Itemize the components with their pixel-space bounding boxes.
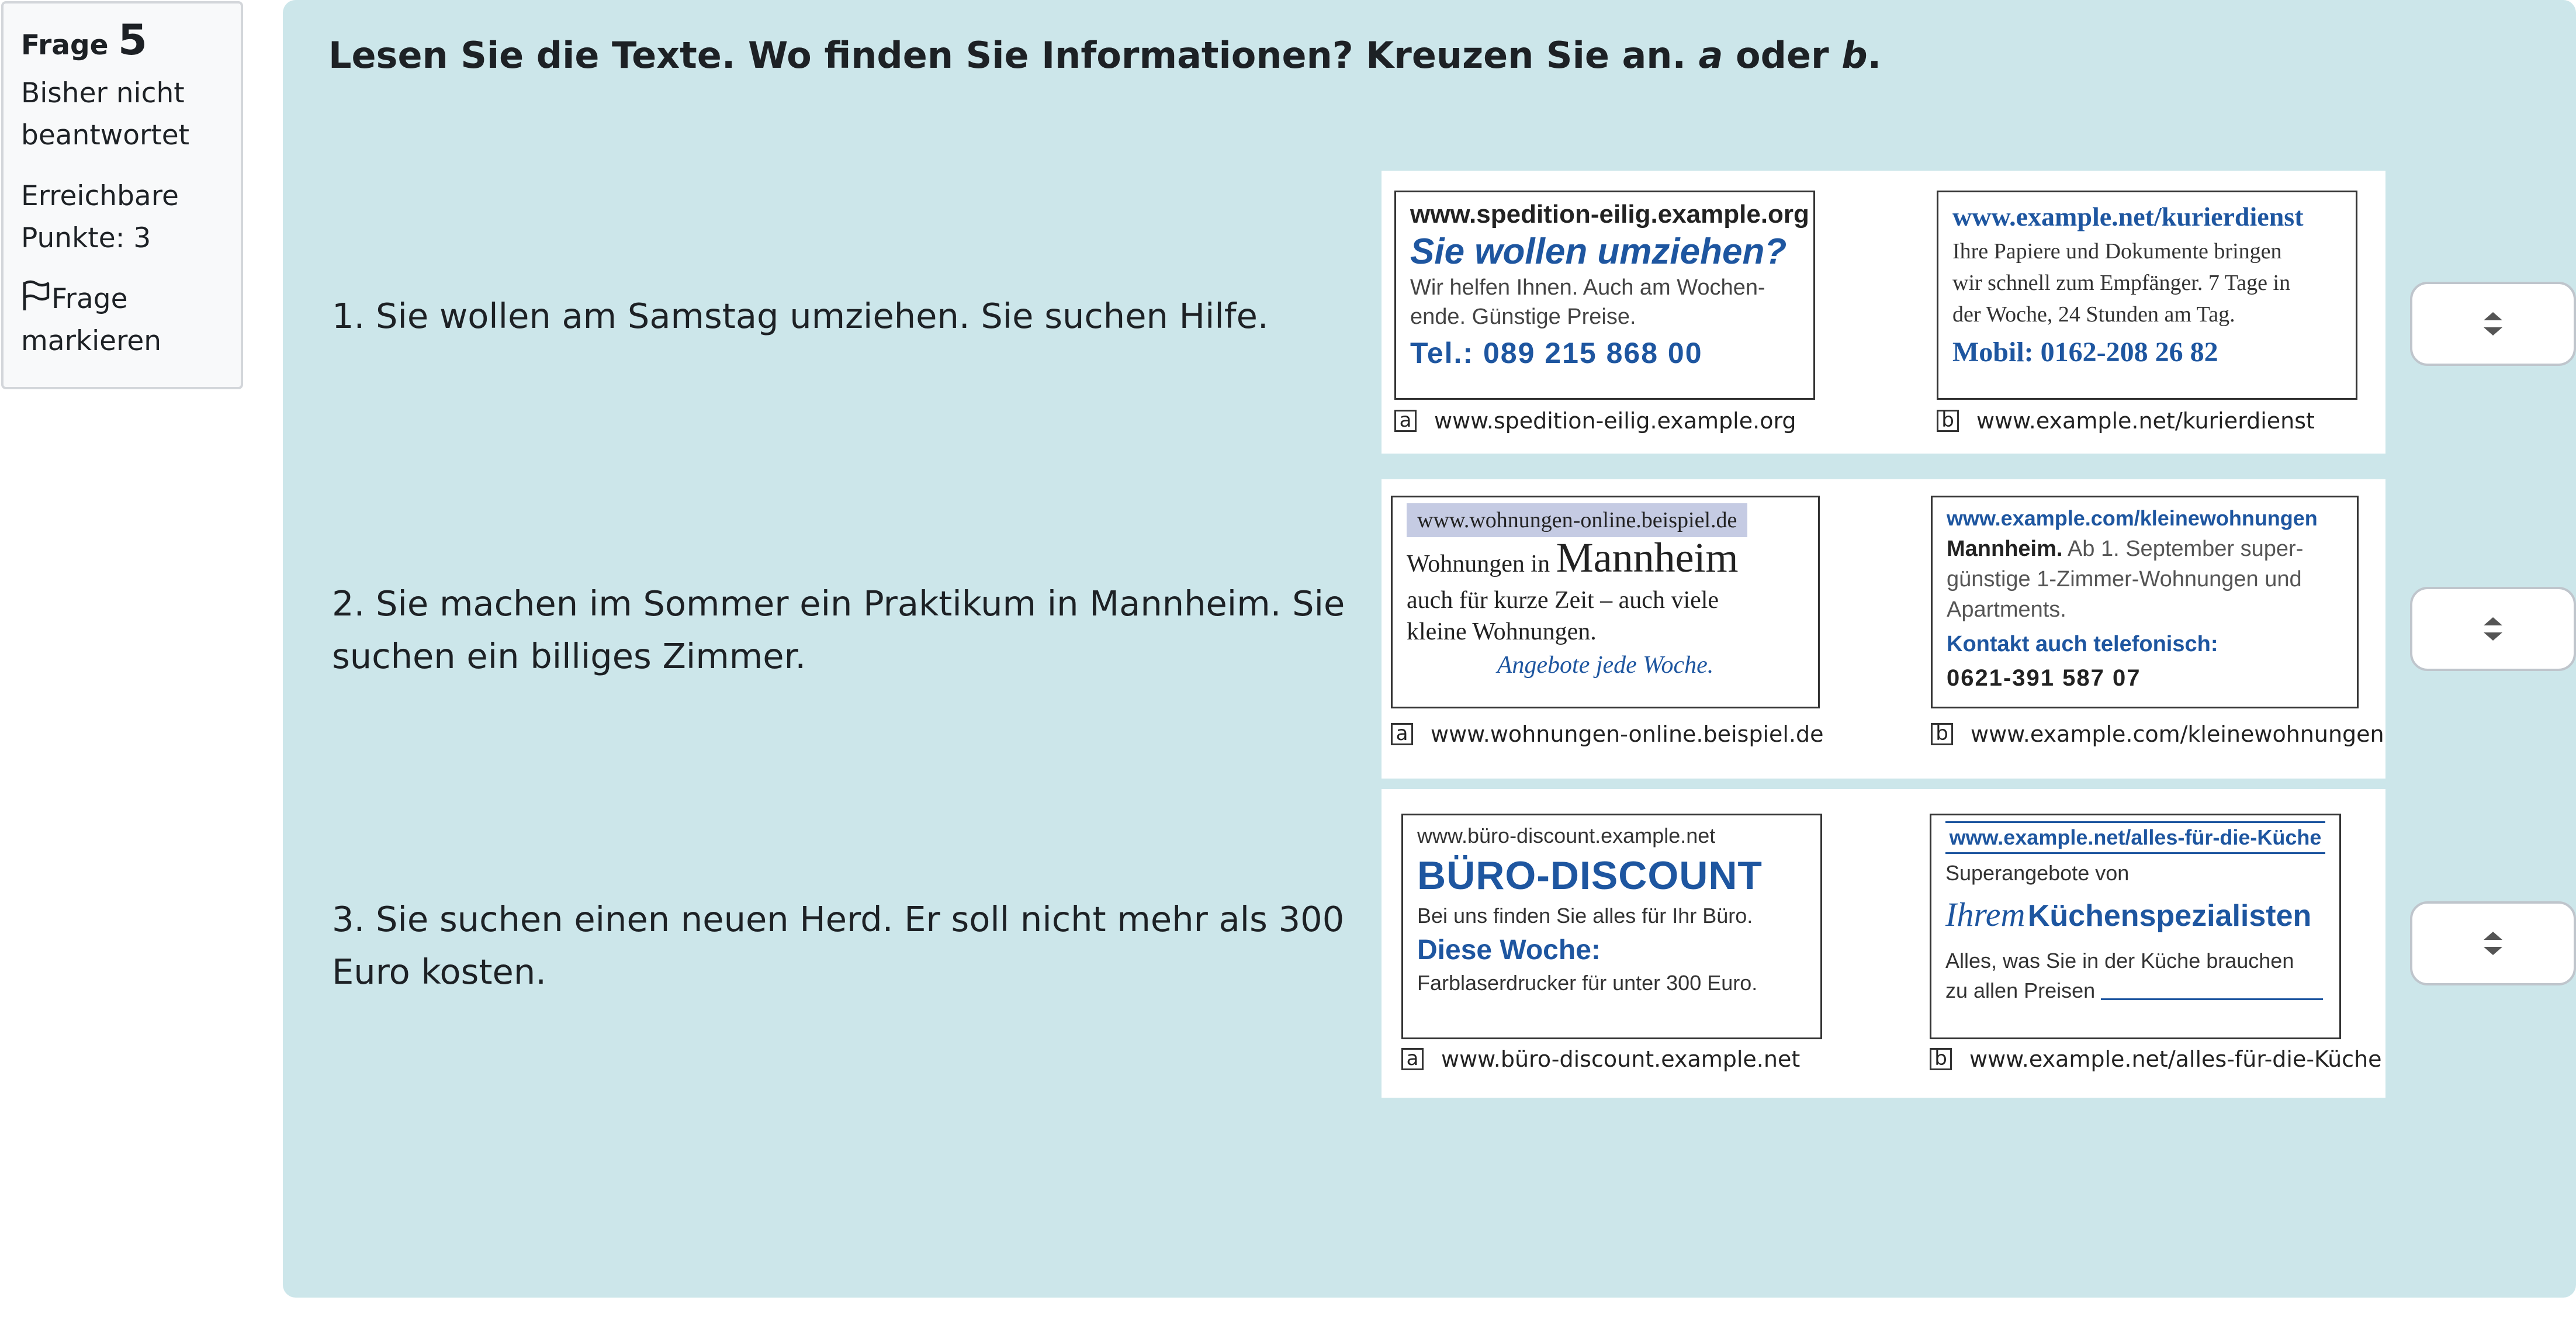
- ad-2b-city: Mannheim.: [1947, 537, 2063, 561]
- question-2-ads: [1382, 479, 2385, 779]
- max-points: [21, 175, 223, 260]
- option-letter-b: b: [1937, 410, 1959, 432]
- ad-2a-line3: kleine Wohnungen.: [1407, 618, 1597, 645]
- instruction-text: [328, 29, 1881, 82]
- flag-question-label[interactable]: Frage: [51, 283, 128, 315]
- ad-3b-url: www.example.net/alles-für-die-Küche: [1945, 821, 2325, 854]
- flag-question-link[interactable]: [21, 278, 223, 362]
- ad-3a-brand: BÜRO-DISCOUNT: [1417, 853, 1763, 898]
- ad-2b-body2: günstige 1-Zimmer-Wohnungen und: [1947, 567, 2302, 592]
- question-number: 5: [117, 15, 147, 64]
- ad-2a-tagline: Angebote jede Woche.: [1497, 652, 1714, 679]
- ad-2a: [1391, 496, 1820, 708]
- ad-1a-url: www.spedition-eilig.example.org: [1410, 200, 1809, 229]
- question-content: [283, 0, 2576, 1298]
- sort-arrows-icon: [2481, 310, 2505, 338]
- answer-status-line1: Bisher nicht: [21, 77, 185, 109]
- ad-3b-line3: [1945, 976, 2325, 1005]
- instruction-option-a: a: [1698, 34, 1723, 77]
- option-letter-a: a: [1391, 723, 1413, 745]
- question-info-panel: [1, 1, 243, 389]
- flag-icon: [21, 280, 51, 312]
- ad-2a-city: Mannheim: [1556, 534, 1739, 581]
- ad-1b-url: www.example.net/kurierdienst: [1952, 202, 2304, 231]
- question-3-ads: [1382, 789, 2385, 1098]
- ad-1b-phone: Mobil: 0162-208 26 82: [1952, 337, 2218, 368]
- ad-1b-body2: wir schnell zum Empfänger. 7 Tage in: [1952, 271, 2291, 295]
- ad-3b-body2: Alles, was Sie in der Küche brauchen: [1945, 949, 2294, 973]
- ad-2b-phone: 0621-391 587 07: [1947, 665, 2141, 691]
- ad-3b-underline: [2101, 998, 2323, 1000]
- ad-1b-body3: der Woche, 24 Stunden am Tag.: [1952, 302, 2235, 327]
- answer-select-2[interactable]: [2410, 587, 2576, 671]
- ad-1a: [1394, 191, 1815, 400]
- answer-select-3[interactable]: [2410, 901, 2576, 985]
- ad-3a: [1401, 814, 1822, 1039]
- ad-2a-line1: [1407, 534, 1804, 585]
- ad-3a-label: [1401, 1046, 1800, 1072]
- ad-1a-caption: www.spedition-eilig.example.org: [1434, 408, 1796, 434]
- question-3-text: 3. Sie suchen einen neuen Herd. Er soll nicht mehr als 300 Euro kosten.: [332, 899, 1345, 992]
- ad-2b-body3: Apartments.: [1947, 597, 2066, 622]
- answer-select-1[interactable]: [2410, 282, 2576, 366]
- question-1-text: 1. Sie wollen am Samstag umziehen. Sie suchen Hilfe.: [332, 296, 1269, 336]
- ad-1b: [1937, 191, 2357, 400]
- ad-2a-url: www.wohnungen-online.beispiel.de: [1407, 503, 1747, 537]
- flag-question-line1[interactable]: [21, 278, 223, 320]
- ad-2b-label: [1931, 721, 2384, 747]
- ad-2b-contact: Kontakt auch telefonisch:: [1947, 632, 2218, 656]
- answer-status-line2: beantwortet: [21, 119, 190, 151]
- ad-2b-body1: Ab 1. September super-: [2062, 537, 2304, 561]
- ad-2a-line2: auch für kurze Zeit – auch viele: [1407, 587, 1719, 614]
- ad-1b-caption: www.example.net/kurierdienst: [1976, 408, 2315, 434]
- ad-3b-title: [1945, 893, 2325, 946]
- instruction-suffix: .: [1867, 34, 1882, 77]
- ad-3b-label: [1930, 1046, 2382, 1072]
- ad-1a-phone: Tel.: 089 215 868 00: [1410, 337, 1703, 369]
- instruction-mid: oder: [1723, 34, 1842, 77]
- option-letter-a: a: [1394, 410, 1417, 432]
- sort-arrows-icon: [2481, 615, 2505, 643]
- max-points-line1: Erreichbare: [21, 180, 179, 212]
- ad-3b-brand: Küchenspezialisten: [2027, 899, 2312, 933]
- ad-3a-body1: Bei uns finden Sie alles für Ihr Büro.: [1417, 904, 1753, 928]
- question-heading: [21, 16, 223, 69]
- flag-question-line2[interactable]: markieren: [21, 325, 162, 357]
- ad-3b-body1: Superangebote von: [1945, 861, 2130, 885]
- question-1-ads: [1382, 171, 2385, 454]
- ad-2a-label: [1391, 721, 1824, 747]
- ad-2b-line1: [1947, 534, 2343, 564]
- ad-3b-script: Ihrem: [1945, 895, 2026, 933]
- ad-3b: [1930, 814, 2341, 1039]
- ad-2b-url: www.example.com/kleinewohnungen: [1947, 506, 2318, 530]
- ad-1a-label: [1394, 408, 1796, 434]
- ad-3a-week: Diese Woche:: [1417, 935, 1601, 966]
- option-letter-a: a: [1401, 1048, 1424, 1070]
- option-letter-b: b: [1931, 723, 1953, 745]
- ad-1a-body1: Wir helfen Ihnen. Auch am Wochen-: [1410, 275, 1765, 300]
- ad-3a-body2: Farblaserdrucker für unter 300 Euro.: [1417, 971, 1758, 995]
- ad-3a-url: www.büro-discount.example.net: [1417, 824, 1716, 848]
- sort-arrows-icon: [2481, 929, 2505, 957]
- instruction-option-b: b: [1841, 34, 1868, 77]
- question-2-text: 2. Sie machen im Sommer ein Praktikum in Mannheim. Sie suchen ein billiges Zimmer.: [332, 583, 1345, 676]
- ad-3b-body3: zu allen Preisen: [1945, 978, 2096, 1002]
- max-points-line2: Punkte: 3: [21, 222, 151, 254]
- ad-2a-line1-prefix: Wohnungen in: [1407, 551, 1556, 577]
- ad-1a-body2: ende. Günstige Preise.: [1410, 305, 1636, 329]
- ad-1b-body1: Ihre Papiere und Dokumente bringen: [1952, 239, 2282, 264]
- ad-1a-headline: Sie wollen umziehen?: [1410, 231, 1787, 272]
- option-letter-b: b: [1930, 1048, 1952, 1070]
- ad-3b-caption: www.example.net/alles-für-die-Küche: [1969, 1046, 2382, 1072]
- instruction-prefix: Lesen Sie die Texte. Wo finden Sie Informationen? Kreuzen Sie an.: [328, 34, 1699, 77]
- ad-1b-label: [1937, 408, 2315, 434]
- answer-status: [21, 72, 223, 157]
- question-label: Frage: [21, 29, 109, 61]
- ad-2a-caption: www.wohnungen-online.beispiel.de: [1431, 721, 1824, 747]
- ad-2b-caption: www.example.com/kleinewohnungen: [1971, 721, 2384, 747]
- ad-3a-caption: www.büro-discount.example.net: [1441, 1046, 1801, 1072]
- ad-2b: [1931, 496, 2359, 708]
